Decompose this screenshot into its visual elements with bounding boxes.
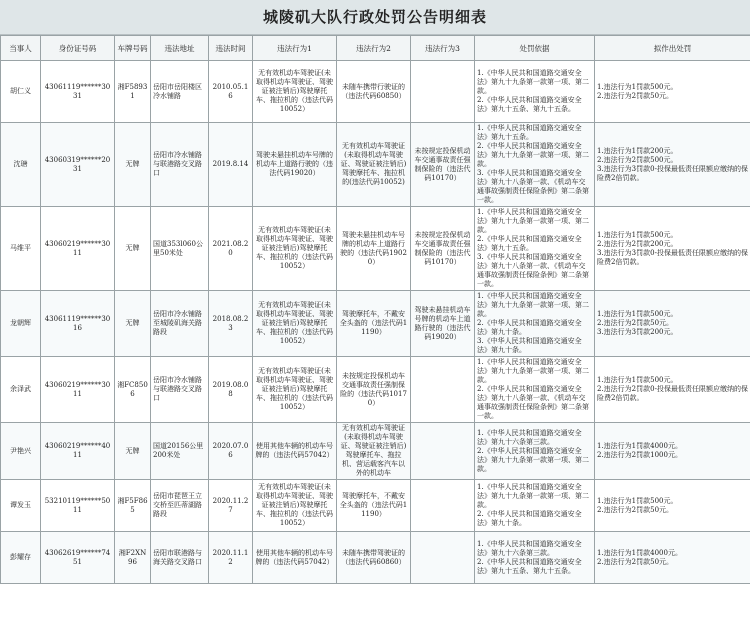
cell-name: 彭耀存 (1, 532, 41, 584)
cell-time: 2020.11.27 (209, 480, 253, 532)
col-header-name: 当事人 (1, 36, 41, 61)
cell-plate: 湘F58931 (115, 61, 151, 123)
cell-address: 岳阳市岳阳楼区冷水铺路 (151, 61, 209, 123)
cell-act2: 未随车携带行驶证的（违法代码60850） (337, 61, 411, 123)
col-header-act2: 违法行为2 (337, 36, 411, 61)
cell-time: 2021.08.20 (209, 207, 253, 291)
col-header-address: 违法地址 (151, 36, 209, 61)
cell-address: 岳阳市冷水铺路与联港路交叉路口 (151, 357, 209, 423)
cell-act2: 驾驶摩托车，不戴安全头盔的（违法代码11190） (337, 291, 411, 357)
cell-name: 谭发玉 (1, 480, 41, 532)
cell-penalty: 1.违法行为1罚款500元。 2.违法行为2罚款0-投保最低责任限额应缴纳的保险费2倍罚款。 (595, 357, 750, 423)
cell-act2: 无有效机动车驾驶证(未取得机动车驾驶证、驾驶证被注销后)驾驶摩托车、拖拉机、营运载客汽车以外的机动车 (337, 423, 411, 480)
cell-name: 尹艳兴 (1, 423, 41, 480)
table-row (1, 532, 750, 584)
table-row (1, 480, 750, 532)
cell-address: 岳阳市冷水铺路至城陵矶海关路路段 (151, 291, 209, 357)
cell-name: 余泽武 (1, 357, 41, 423)
cell-act3 (411, 423, 475, 480)
col-header-act3: 违法行为3 (411, 36, 475, 61)
cell-act2: 未按规定投保机动车交通事故责任强制保险的（违法代码10170） (337, 357, 411, 423)
cell-plate: 无牌 (115, 207, 151, 291)
table-row (1, 123, 750, 207)
cell-act1: 无有效机动车驾驶证(未取得机动车驾驶证、驾驶证被注销后)驾驶摩托车、拖拉机的（违法代码10052） (253, 61, 337, 123)
cell-plate: 无牌 (115, 123, 151, 207)
cell-penalty: 1.违法行为1罚款500元。 2.违法行为2罚款200元。 3.违法行为3罚款0-投保最低责任限额应缴纳的保险费2倍罚款。 (595, 207, 750, 291)
cell-act1: 驾驶未悬挂机动车号牌的机动车上道路行驶的（违法代码19020） (253, 123, 337, 207)
cell-address: 岳阳市联港路与海关路交叉路口 (151, 532, 209, 584)
cell-act2: 未随车携带驾驶证的（违法代码60860） (337, 532, 411, 584)
cell-act3: 未按规定投保机动车交通事故责任强制保险的（违法代码10170） (411, 123, 475, 207)
cell-act1: 无有效机动车驾驶证(未取得机动车驾驶证、驾驶证被注销后)驾驶摩托车、拖拉机的（违法代码10052） (253, 291, 337, 357)
cell-act1: 使用其他车辆的机动车号牌的（违法代码57042） (253, 532, 337, 584)
cell-basis: 1.《中华人民共和国道路交通安全法》第九十六条第三款。 2.《中华人民共和国道路交通安全法》第九十九条第一款第一项、第二款。 (475, 423, 595, 480)
cell-id: 43062619******7451 (41, 532, 115, 584)
cell-plate: 无牌 (115, 291, 151, 357)
cell-basis: 1.《中华人民共和国道路交通安全法》第九十九条第一款第一项、第二款。 2.《中华人民共和国道路交通安全法》第九十条。 (475, 480, 595, 532)
col-header-act1: 违法行为1 (253, 36, 337, 61)
cell-address: 岳阳市冷水铺路与联港路交叉路口 (151, 123, 209, 207)
cell-name: 龙朝辉 (1, 291, 41, 357)
table-row (1, 357, 750, 423)
cell-time: 2020.11.12 (209, 532, 253, 584)
col-header-time: 违法时间 (209, 36, 253, 61)
col-header-id: 身份证号码 (41, 36, 115, 61)
cell-act2: 驾驶未悬挂机动车号牌的机动车上道路行驶的（违法代码19020） (337, 207, 411, 291)
cell-name: 沈瑭 (1, 123, 41, 207)
cell-name: 马维平 (1, 207, 41, 291)
penalty-table (0, 35, 750, 584)
cell-id: 43060219******3011 (41, 357, 115, 423)
cell-basis: 1.《中华人民共和国道路交通安全法》第九十五条。 2.《中华人民共和国道路交通安全法》第九十九条第一款第一项、第二款。 3.《中华人民共和国道路交通安全法》第九十八条第一款、《机动车交通事故强制责任保险条例》第二条第一款。 (475, 123, 595, 207)
cell-address: 国道353l060公里50米处 (151, 207, 209, 291)
page-title: 城陵矶大队行政处罚公告明细表 (0, 0, 750, 35)
cell-penalty: 1.违法行为1罚款500元。 2.违法行为2罚款50元。 (595, 61, 750, 123)
cell-id: 43060219******4011 (41, 423, 115, 480)
cell-act3 (411, 357, 475, 423)
cell-act1: 使用其他车辆的机动车号牌的（违法代码57042） (253, 423, 337, 480)
cell-plate: 无牌 (115, 423, 151, 480)
cell-act3 (411, 480, 475, 532)
cell-id: 43060319******2031 (41, 123, 115, 207)
cell-penalty: 1.违法行为1罚款500元。 2.违法行为2罚款50元。 (595, 480, 750, 532)
col-header-penalty: 拟作出处罚 (595, 36, 750, 61)
col-header-basis: 处罚依据 (475, 36, 595, 61)
cell-act1: 无有效机动车驾驶证(未取得机动车驾驶证、驾驶证被注销后)驾驶摩托车、拖拉机的（违法代码10052） (253, 357, 337, 423)
cell-act2: 驾驶摩托车，不戴安全头盔的（违法代码11190） (337, 480, 411, 532)
cell-penalty: 1.违法行为1罚款4000元。 2.违法行为2罚款1000元。 (595, 423, 750, 480)
cell-basis: 1.《中华人民共和国道路交通安全法》第九十六条第三款。 2.《中华人民共和国道路交通安全法》第九十五条、第九十五条。 (475, 532, 595, 584)
cell-act3: 未按规定投保机动车交通事故责任强制保险的（违法代码10170） (411, 207, 475, 291)
cell-name: 胡仁义 (1, 61, 41, 123)
cell-basis: 1.《中华人民共和国道路交通安全法》第九十九条第一款第一项、第二款。 2.《中华人民共和国道路交通安全法》第九十条。 3.《中华人民共和国道路交通安全法》第九十条。 (475, 291, 595, 357)
cell-act3 (411, 61, 475, 123)
cell-plate: 湘F2XN96 (115, 532, 151, 584)
cell-basis: 1.《中华人民共和国道路交通安全法》第九十九条第一款第一项、第二款。 2.《中华人民共和国道路交通安全法》第九十八条第一款、《机动车交通事故强制责任保险条例》第二条第一款。 (475, 357, 595, 423)
cell-act1: 无有效机动车驾驶证(未取得机动车驾驶证、驾驶证被注销后)驾驶摩托车、拖拉机的（违法代码10052） (253, 207, 337, 291)
cell-act2: 无有效机动车驾驶证(未取得机动车驾驶证、驾驶证被注销后)驾驶摩托车、拖拉机的(违法代码10052) (337, 123, 411, 207)
cell-id: 53210119******5011 (41, 480, 115, 532)
table-header-row (1, 36, 750, 61)
cell-id: 43060219******3011 (41, 207, 115, 291)
cell-time: 2020.07.06 (209, 423, 253, 480)
cell-act3 (411, 532, 475, 584)
cell-time: 2019.08.08 (209, 357, 253, 423)
cell-act1: 无有效机动车驾驶证(未取得机动车驾驶证、驾驶证被注销后)驾驶摩托车、拖拉机的（违法代码10052） (253, 480, 337, 532)
cell-time: 2018.08.23 (209, 291, 253, 357)
table-row (1, 291, 750, 357)
cell-address: 岳阳市琵琶王立交桥至匹蒂湖路路段 (151, 480, 209, 532)
cell-plate: 湘FC8506 (115, 357, 151, 423)
cell-address: 国道20156公里200米处 (151, 423, 209, 480)
table-row (1, 61, 750, 123)
cell-time: 2019.8.14 (209, 123, 253, 207)
cell-penalty: 1.违法行为1罚款500元。 2.违法行为2罚款50元。 3.违法行为3罚款200元。 (595, 291, 750, 357)
cell-penalty: 1.违法行为1罚款4000元。 2.违法行为2罚款50元。 (595, 532, 750, 584)
table-row (1, 207, 750, 291)
col-header-plate: 车牌号码 (115, 36, 151, 61)
table-row (1, 423, 750, 480)
cell-basis: 1.《中华人民共和国道路交通安全法》第九十九条第一款第一项、第二款。 2.《中华人民共和国道路交通安全法》第九十五条。 3.《中华人民共和国道路交通安全法》第九十八条第一款、《机动车交通事故强制责任保险条例》第二条第一款。 (475, 207, 595, 291)
cell-act3: 驾驶未悬挂机动车号牌的机动车上道路行驶的（违法代码19020） (411, 291, 475, 357)
cell-penalty: 1.违法行为1罚款200元。 2.违法行为2罚款500元。 3.违法行为3罚款0-投保最低责任限额应缴纳的保险费2倍罚款。 (595, 123, 750, 207)
cell-time: 2010.05.16 (209, 61, 253, 123)
cell-id: 43061119******3016 (41, 291, 115, 357)
cell-id: 43061119******3031 (41, 61, 115, 123)
cell-basis: 1.《中华人民共和国道路交通安全法》第九十九条第一款第一项、第二款。 2.《中华人民共和国道路交通安全法》第九十五条、第九十五条。 (475, 61, 595, 123)
cell-plate: 湘F5F865 (115, 480, 151, 532)
